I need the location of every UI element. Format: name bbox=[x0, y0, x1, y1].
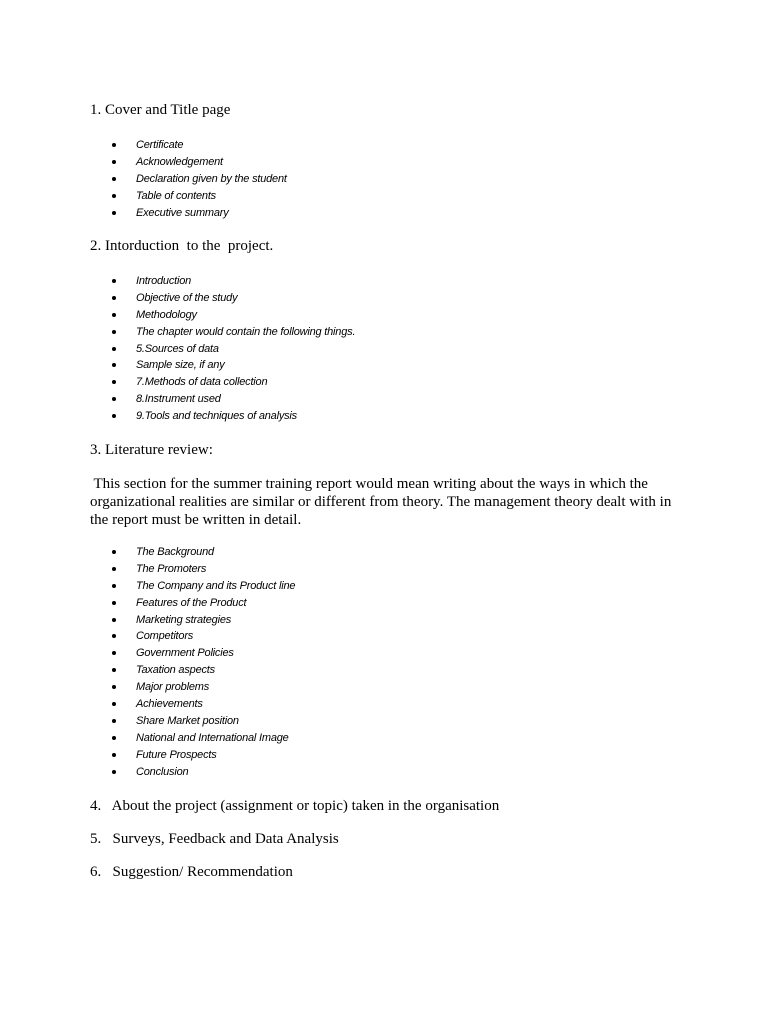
bullet-icon bbox=[112, 380, 116, 384]
paragraph-line: This section for the summer training report would mean writing about the ways in which the bbox=[90, 476, 648, 492]
bullet-icon bbox=[112, 736, 116, 740]
bullet-icon bbox=[112, 634, 116, 638]
bullet-icon bbox=[112, 753, 116, 757]
section-3-heading: 3. Literature review: bbox=[90, 442, 213, 458]
document-page: 1. Cover and Title page Certificate Acknowledgement Declaration given by the student Table of contents Executive summary 2. Intorduction to the project. Introduction Objective of the study Methodology The chapter would contain the following things. 5.Sources of data Sample size, if any 7.Methods of data collection 8.Instrument used 9.Tools and techniques of analysis 3. Literature review: This section for the summer training report would mean writing about the ways in which the organizational realities are similar or different from theory. The management theory dealt with in the report must be written in detail. The Background The Promoters The Company and its Product line Features of the Product Marketing strategies Competitors Government Policies Taxation aspects Major problems Achievements Share Market position National and International Image Future Prospects Conclusion 4. About the project (assignment or topic) taken in the organisation 5. Surveys, Feedback and Data Analysis 6. Suggestion/ Recommendation bbox=[0, 0, 768, 1024]
bullet-icon bbox=[112, 397, 116, 401]
bullet-icon bbox=[112, 719, 116, 723]
bullet-icon bbox=[112, 330, 116, 334]
section-3-paragraph bbox=[90, 475, 690, 529]
section-1-heading: 1. Cover and Title page bbox=[90, 102, 231, 118]
bullet-icon bbox=[112, 567, 116, 571]
bullet-icon bbox=[112, 363, 116, 367]
bullet-icon bbox=[112, 194, 116, 198]
bullet-icon bbox=[112, 279, 116, 283]
bullet-icon bbox=[112, 143, 116, 147]
bullet-icon bbox=[112, 601, 116, 605]
bullet-icon bbox=[112, 313, 116, 317]
bullet-icon bbox=[112, 347, 116, 351]
bullet-icon bbox=[112, 414, 116, 418]
bullet-icon bbox=[112, 702, 116, 706]
bullet-icon bbox=[112, 584, 116, 588]
bullet-icon bbox=[112, 160, 116, 164]
bullet-icon bbox=[112, 651, 116, 655]
bullet-icon bbox=[112, 211, 116, 215]
section-2-heading: 2. Intorduction to the project. bbox=[90, 238, 274, 254]
bullet-icon bbox=[112, 770, 116, 774]
bullet-icon bbox=[112, 668, 116, 672]
section-4-heading: 4. About the project (assignment or topic) taken in the organisation bbox=[90, 798, 500, 814]
paragraph-line: organizational realities are similar or different from theory. The management theory dealt with in bbox=[90, 494, 672, 510]
bullet-icon bbox=[112, 685, 116, 689]
bullet-icon bbox=[112, 618, 116, 622]
bullet-icon bbox=[112, 177, 116, 181]
paragraph-line: the report must be written in detail. bbox=[90, 512, 302, 528]
bullet-icon bbox=[112, 296, 116, 300]
bullet-icon bbox=[112, 550, 116, 554]
section-5-heading: 5. Surveys, Feedback and Data Analysis bbox=[90, 831, 339, 847]
section-6-heading: 6. Suggestion/ Recommendation bbox=[90, 864, 293, 880]
